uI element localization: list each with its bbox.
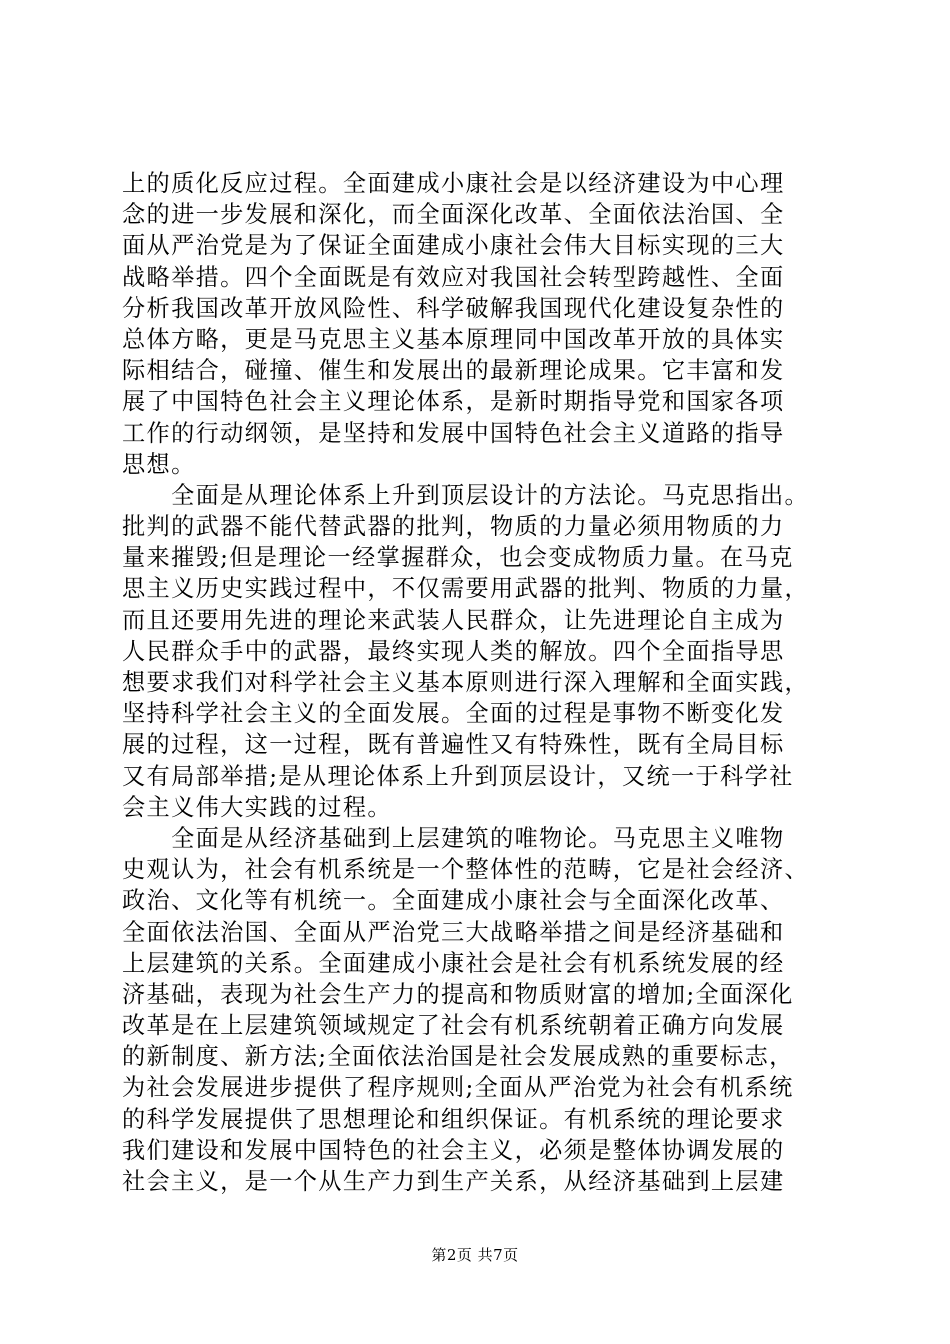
text-line: 政治、文化等有机统一。全面建成小康社会与全面深化改革、 [122, 887, 785, 915]
text-line: 人民群众手中的武器，最终实现人类的解放。四个全面指导思 [122, 637, 785, 665]
text-line: 改革是在上层建筑领域规定了社会有机系统朝着正确方向发展 [122, 1012, 785, 1040]
text-line: 全面依法治国、全面从严治党三大战略举措之间是经济基础和 [122, 918, 785, 946]
text-line: 际相结合，碰撞、催生和发展出的最新理论成果。它丰富和发 [122, 357, 785, 385]
text-line: 而且还要用先进的理论来武装人民群众，让先进理论自主成为 [122, 606, 785, 634]
text-line: 的新制度、新方法;全面依法治国是社会发展成熟的重要标志， [122, 1043, 794, 1071]
text-line: 会主义伟大实践的过程。 [122, 793, 392, 821]
page-footer: 第2页 共7页 [431, 1246, 519, 1264]
text-line: 上层建筑的关系。全面建成小康社会是社会有机系统发展的经 [122, 949, 785, 977]
text-line: 战略举措。四个全面既是有效应对我国社会转型跨越性、全面 [122, 263, 785, 291]
text-line: 全面是从经济基础到上层建筑的唯物论。马克思主义唯物 [122, 824, 785, 852]
text-line: 的科学发展提供了思想理论和组织保证。有机系统的理论要求 [122, 1105, 785, 1133]
text-line: 分析我国改革开放风险性、科学破解我国现代化建设复杂性的 [122, 294, 785, 322]
text-line: 量来摧毁;但是理论一经掌握群众，也会变成物质力量。在马克 [122, 544, 794, 572]
text-line: 济基础，表现为社会生产力的提高和物质财富的增加;全面深化 [122, 980, 794, 1008]
text-line: 史观认为，社会有机系统是一个整体性的范畴，它是社会经济、 [122, 856, 810, 884]
text-line: 面从严治党是为了保证全面建成小康社会伟大目标实现的三大 [122, 232, 785, 260]
text-line: 社会主义，是一个从生产力到生产关系，从经济基础到上层建 [122, 1168, 785, 1195]
text-line: 批判的武器不能代替武器的批判，物质的力量必须用物质的力 [122, 513, 785, 541]
text-line: 总体方略，更是马克思主义基本原理同中国改革开放的具体实 [122, 325, 785, 353]
text-line: 思主义历史实践过程中，不仅需要用武器的批判、物质的力量， [122, 575, 810, 603]
text-line: 我们建设和发展中国特色的社会主义，必须是整体协调发展的 [122, 1136, 785, 1164]
text-line: 想要求我们对科学社会主义基本原则进行深入理解和全面实践， [122, 669, 810, 696]
text-line: 又有局部举措;是从理论体系上升到顶层设计，又统一于科学社 [122, 762, 794, 790]
text-line: 工作的行动纲领，是坚持和发展中国特色社会主义道路的指导 [122, 419, 785, 447]
text-line: 展了中国特色社会主义理论体系，是新时期指导党和国家各项 [122, 388, 785, 416]
text-line: 念的进一步发展和深化，而全面深化改革、全面依法治国、全 [122, 201, 785, 229]
text-line: 为社会发展进步提供了程序规则;全面从严治党为社会有机系统 [122, 1074, 794, 1102]
text-line: 上的质化反应过程。全面建成小康社会是以经济建设为中心理 [122, 170, 785, 197]
text-line: 展的过程，这一过程，既有普遍性又有特殊性，既有全局目标 [122, 731, 785, 759]
text-line: 思想。 [122, 450, 196, 478]
body-text [122, 168, 834, 1197]
text-line: 全面是从理论体系上升到顶层设计的方法论。马克思指出。 [122, 481, 810, 509]
text-line: 坚持科学社会主义的全面发展。全面的过程是事物不断变化发 [122, 700, 785, 728]
